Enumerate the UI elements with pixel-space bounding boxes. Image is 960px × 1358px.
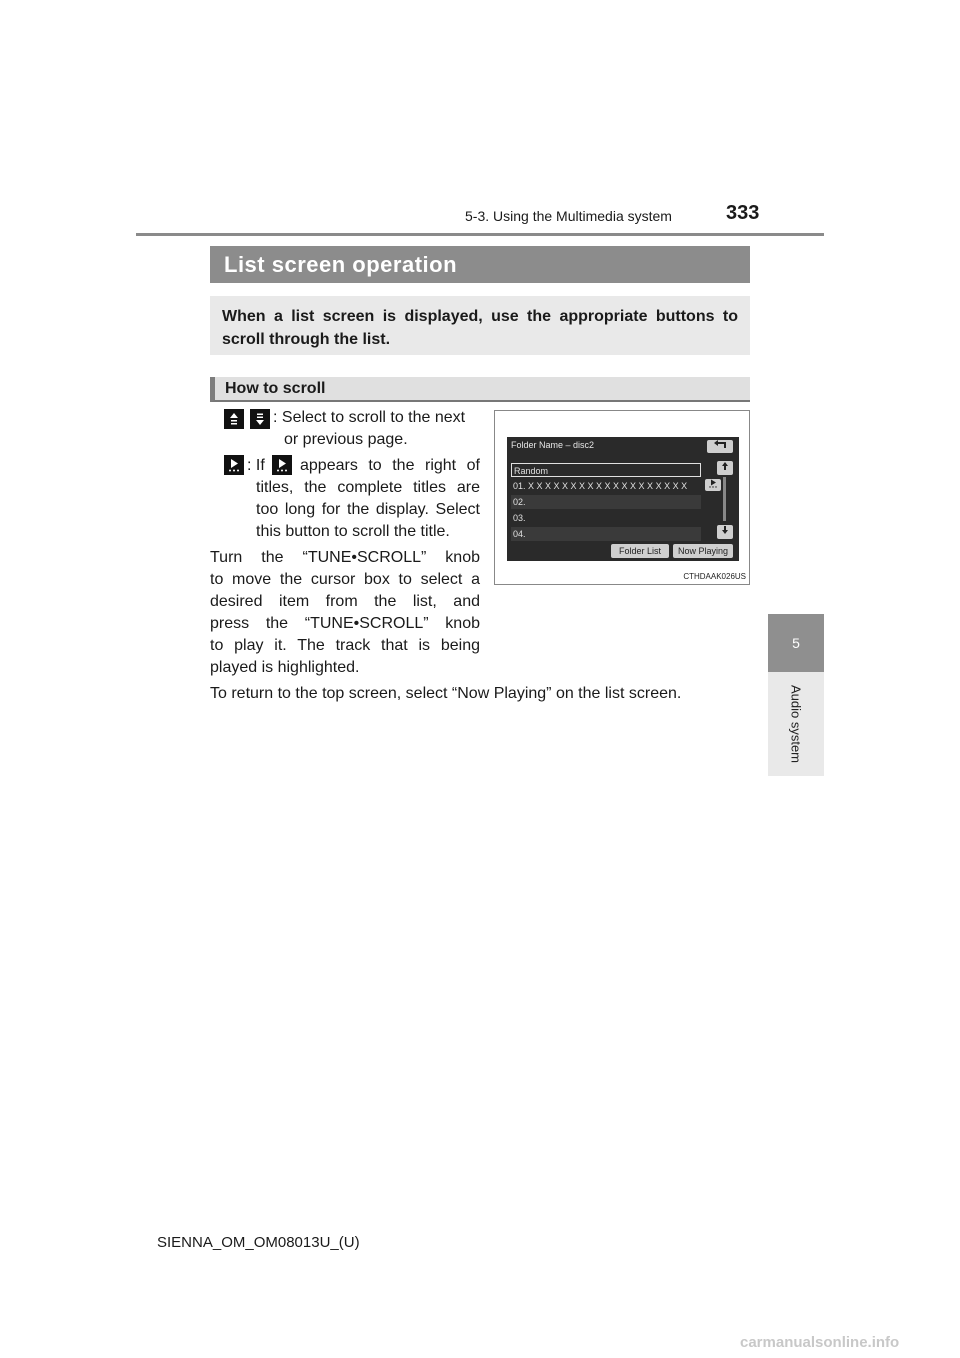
scroll-track[interactable] [723, 477, 726, 521]
list-row-random[interactable]: Random [511, 463, 701, 477]
scroll-up-page-icon [224, 409, 244, 429]
item1-line2: or previous page. [284, 431, 408, 448]
para-line6: played is highlighted. [210, 659, 360, 676]
section-title: List screen operation [210, 246, 750, 283]
intro-text: When a list screen is displayed, use the appropriate buttons to scroll through the list. [222, 308, 738, 348]
list-row-02[interactable]: 02. [511, 495, 701, 509]
list-row-03[interactable]: 03. [513, 513, 526, 523]
item2-line1: : If [247, 457, 265, 474]
chapter-label: Audio system [788, 684, 804, 764]
page-up-button[interactable] [717, 461, 733, 475]
title-scroll-button[interactable] [705, 479, 721, 491]
screen-title: Folder Name – disc2 [511, 440, 595, 450]
folder-list-button[interactable]: Folder List [611, 544, 669, 558]
header-section-title: 5-3. Using the Multimedia system [465, 208, 672, 224]
now-playing-button[interactable]: Now Playing [673, 544, 733, 558]
title-scroll-icon-inline [272, 455, 292, 475]
list-screen-illustration [494, 410, 750, 585]
page-up-icon [721, 461, 729, 471]
para-line1: Turn the “TUNE•SCROLL” knob [210, 549, 480, 566]
return-text: To return to the top screen, select “Now Playing” on the list screen. [210, 685, 682, 702]
title-scroll-icon [224, 455, 244, 475]
item2-line2: appears to the right of [300, 457, 480, 474]
list-row-01[interactable]: 01. X X X X X X X X X X X X X X X X X X X [513, 481, 688, 491]
item2-line5: this button to scroll the title. [256, 523, 450, 540]
scroll-down-page-icon [250, 409, 270, 429]
footer-document-id: SIENNA_OM_OM08013U_(U) [157, 1234, 360, 1251]
item2-line3: titles, the complete titles are [256, 479, 480, 496]
para-line4: press the “TUNE•SCROLL” knob [210, 615, 480, 632]
device-screen [507, 437, 739, 561]
watermark: carmanualsonline.info [740, 1334, 900, 1351]
intro-box [210, 296, 750, 355]
page-down-button[interactable] [717, 525, 733, 539]
illustration-code: CTHDAAK026US [683, 572, 746, 581]
item1-line1: : Select to scroll to the next [273, 409, 466, 426]
back-button[interactable] [707, 440, 733, 453]
title-scroll-icon [708, 479, 718, 488]
page-number: 333 [726, 202, 760, 224]
para-line2: to move the cursor box to select a [210, 571, 480, 588]
chapter-number: 5 [792, 635, 800, 651]
para-line5: to play it. The track that is being [210, 637, 480, 654]
page-down-icon [721, 525, 729, 535]
para-line3: desired item from the list, and [210, 593, 480, 610]
back-icon [713, 440, 727, 449]
item2-line4: too long for the display. Select [256, 501, 480, 518]
list-row-04[interactable]: 04. [511, 527, 701, 541]
chapter-tab [768, 614, 824, 672]
how-to-scroll-heading: How to scroll [210, 377, 750, 402]
header-divider [136, 233, 824, 236]
